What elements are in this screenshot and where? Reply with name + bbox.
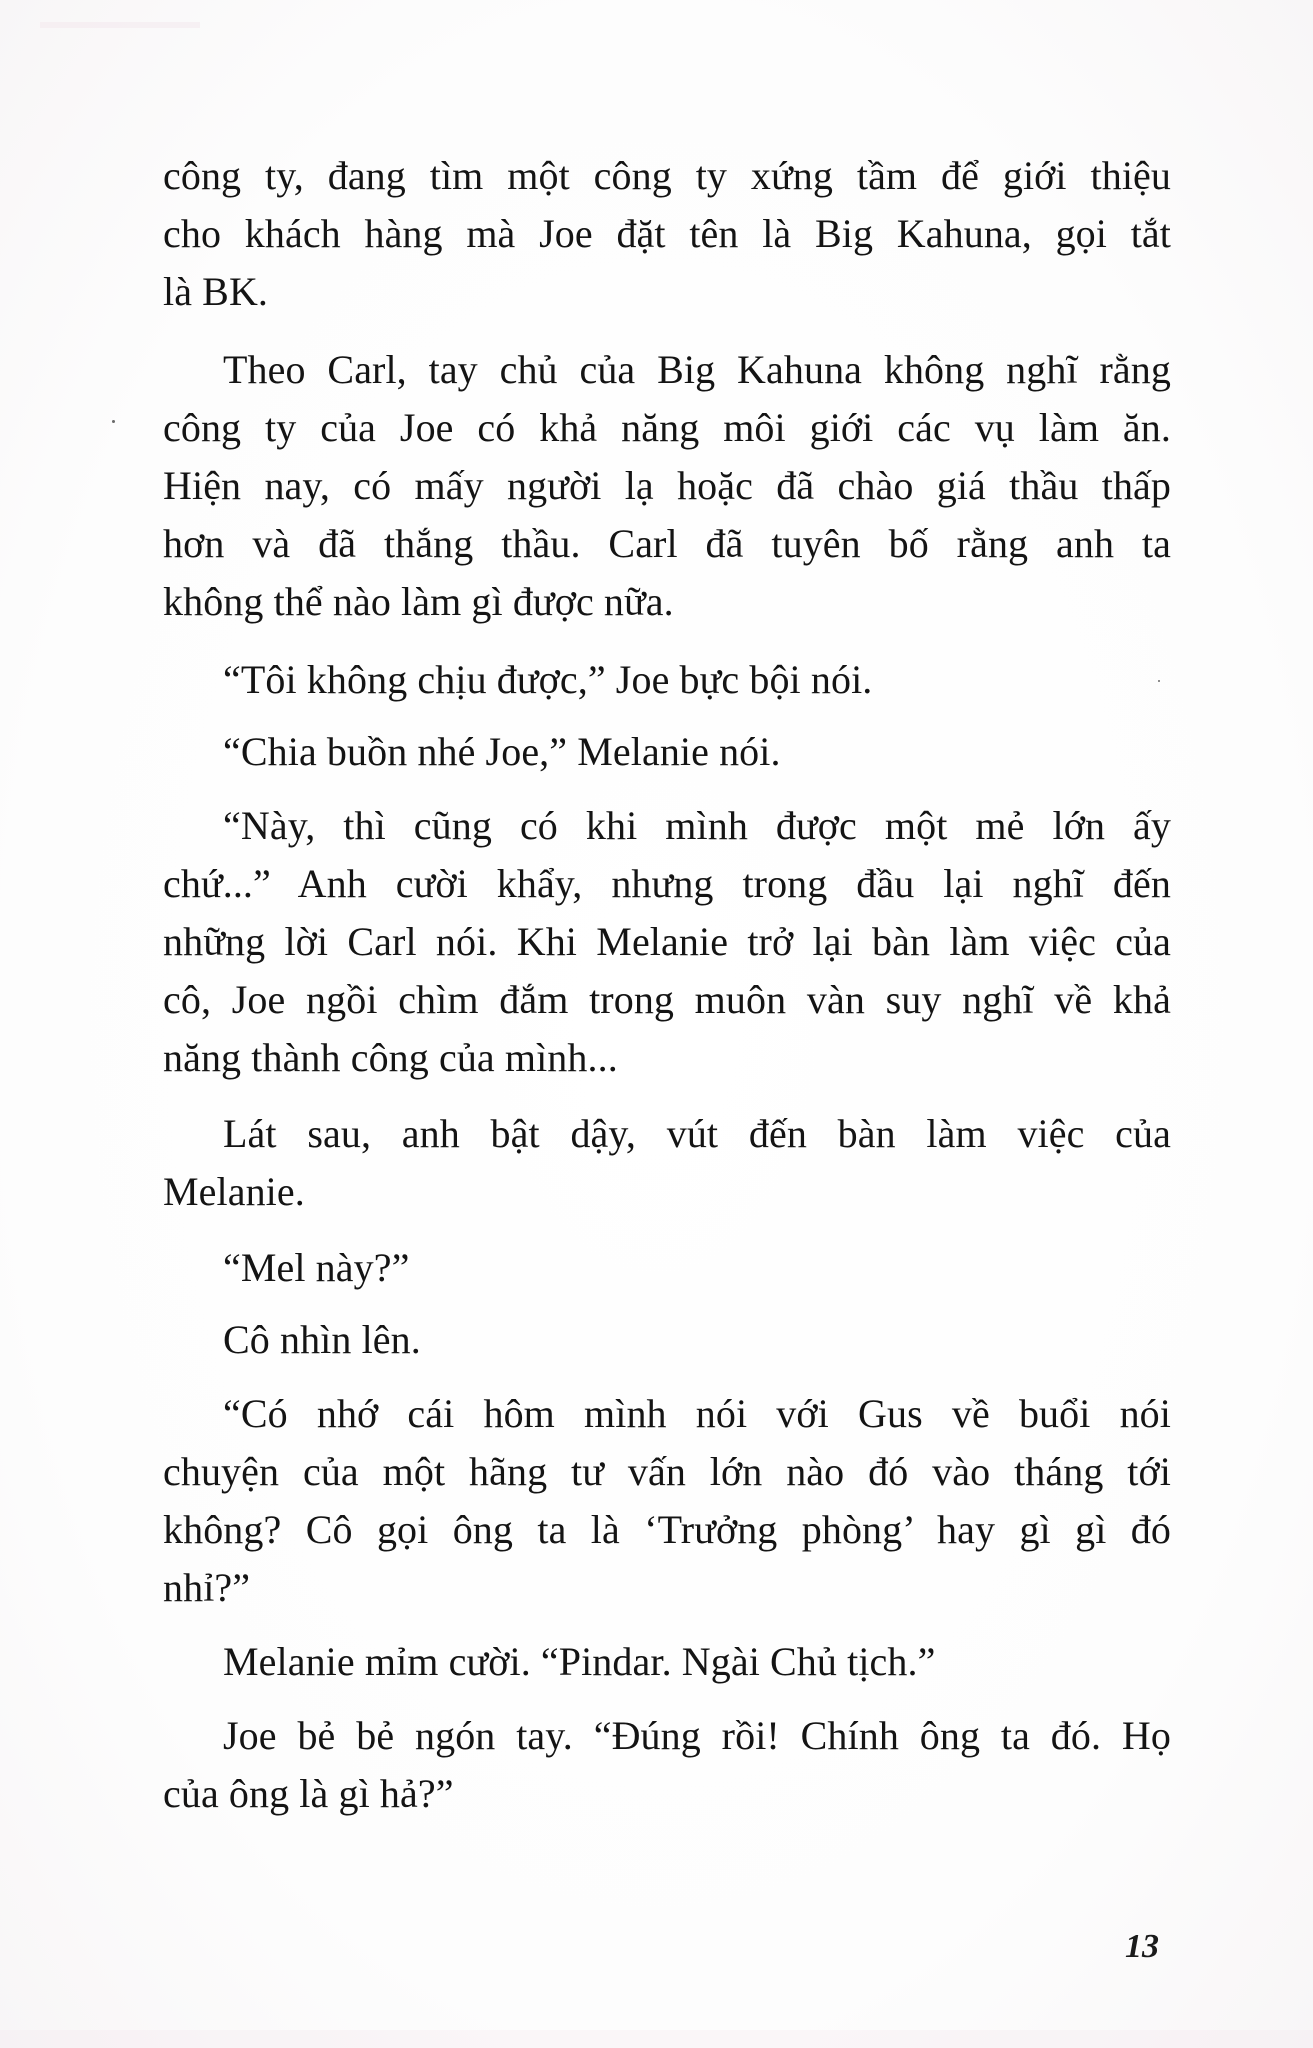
text-line: Theo Carl, tay chủ của Big Kahuna không nghĩ rằng xyxy=(223,347,1171,392)
text-line: không? Cô gọi ông ta là ‘Trưởng phòng’ hay gì gì đó xyxy=(163,1507,1171,1552)
scan-artifact xyxy=(0,2030,1313,2048)
text-line: Melanie mỉm cười. “Pindar. Ngài Chủ tịch.” xyxy=(223,1639,936,1684)
text-line: Joe bẻ bẻ ngón tay. “Đúng rồi! Chính ông ta đó. Họ xyxy=(223,1713,1171,1758)
text-line: “Có nhớ cái hôm mình nói với Gus về buổi nói xyxy=(223,1391,1171,1436)
text-line: “Mel này?” xyxy=(223,1245,410,1290)
text-line: chứ...” Anh cười khẩy, nhưng trong đầu lại nghĩ đến xyxy=(163,861,1171,906)
text-line: cô, Joe ngồi chìm đắm trong muôn vàn suy nghĩ về khả xyxy=(163,977,1171,1022)
page-number: 13 xyxy=(1125,1928,1159,1965)
text-line: năng thành công của mình... xyxy=(163,1035,618,1080)
text-line: “Tôi không chịu được,” Joe bực bội nói. xyxy=(223,657,873,702)
text-line: công ty của Joe có khả năng môi giới các vụ làm ăn. xyxy=(163,405,1171,450)
scan-speck xyxy=(112,420,115,423)
text-line: những lời Carl nói. Khi Melanie trở lại bàn làm việc của xyxy=(163,919,1171,964)
text-line: công ty, đang tìm một công ty xứng tầm để giới thiệu xyxy=(163,153,1171,198)
text-line: Melanie. xyxy=(163,1169,305,1214)
text-line: “Này, thì cũng có khi mình được một mẻ lớn ấy xyxy=(223,803,1171,848)
text-line: nhỉ?” xyxy=(163,1565,251,1610)
text-line: Hiện nay, có mấy người lạ hoặc đã chào giá thầu thấp xyxy=(163,463,1171,508)
text-line: Lát sau, anh bật dậy, vút đến bàn làm việc của xyxy=(223,1111,1171,1156)
text-line: cho khách hàng mà Joe đặt tên là Big Kahuna, gọi tắt xyxy=(163,211,1171,256)
text-line: không thể nào làm gì được nữa. xyxy=(163,579,674,624)
text-line: Cô nhìn lên. xyxy=(223,1317,421,1362)
text-line: chuyện của một hãng tư vấn lớn nào đó vào tháng tới xyxy=(163,1449,1171,1494)
text-line: hơn và đã thắng thầu. Carl đã tuyên bố rằng anh ta xyxy=(163,521,1171,566)
text-line: “Chia buồn nhé Joe,” Melanie nói. xyxy=(223,729,781,774)
text-line: của ông là gì hả?” xyxy=(163,1771,454,1816)
text-line: là BK. xyxy=(163,269,269,314)
scan-artifact xyxy=(40,22,200,28)
